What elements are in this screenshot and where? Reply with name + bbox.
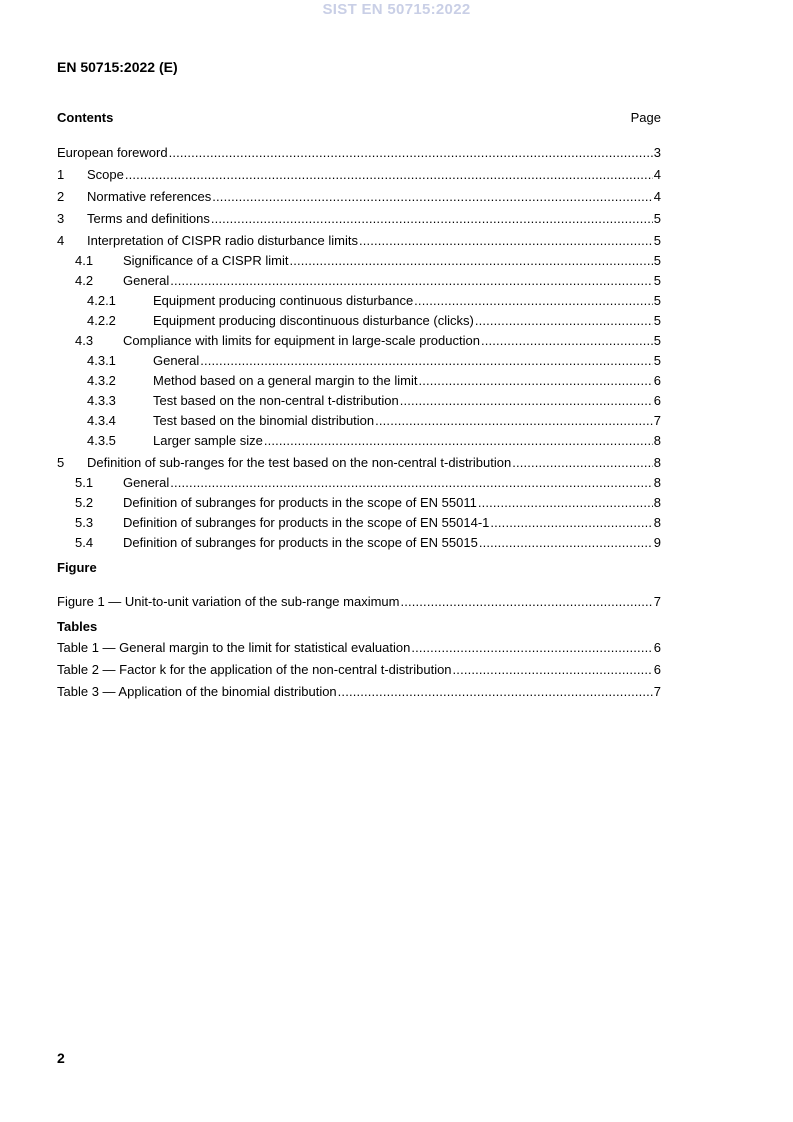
toc-entry-title: Significance of a CISPR limit [123, 253, 289, 268]
toc-entry-number: 3 [57, 211, 65, 226]
toc-entry[interactable] [57, 389, 661, 409]
toc-entry-title: Definition of subranges for products in the scope of EN 55015 [123, 535, 478, 550]
dot-leader [411, 640, 652, 656]
toc-entry-page: 5 [653, 293, 661, 308]
toc-entry-page: 5 [653, 353, 661, 368]
toc-entry-number: 5 [57, 455, 65, 470]
toc-entry[interactable] [57, 289, 661, 309]
table-of-contents [57, 139, 661, 551]
toc-entry[interactable] [57, 678, 661, 700]
toc-entry-title: Definition of sub-ranges for the test based on the non-central t-distribution [87, 455, 512, 470]
toc-entry[interactable] [57, 349, 661, 369]
contents-header [57, 110, 661, 125]
page-number: 2 [57, 1050, 65, 1066]
toc-entry-title: Table 2 — Factor k for the application of the non-central t-distribution [57, 662, 452, 677]
dot-leader [264, 433, 653, 449]
dot-leader [512, 455, 653, 471]
toc-entry-title: Scope [87, 167, 124, 182]
toc-entry[interactable] [57, 511, 661, 531]
toc-entry-number: 5.2 [75, 495, 94, 510]
toc-entry[interactable] [57, 227, 661, 249]
toc-entry-title: Figure 1 — Unit-to-unit variation of the sub-range maximum [57, 594, 400, 609]
toc-entry-title: General [153, 353, 200, 368]
document-id: EN 50715:2022 (E) [57, 59, 178, 75]
toc-entry-number: 4.3.4 [87, 413, 116, 428]
toc-entry-number: 4.3.1 [87, 353, 116, 368]
toc-entry-page: 8 [653, 475, 661, 490]
toc-entry-title: Normative references [87, 189, 212, 204]
toc-entry-page: 6 [653, 640, 661, 655]
toc-entry-number: 4.2.1 [87, 293, 116, 308]
toc-entry-title: Terms and definitions [87, 211, 210, 226]
dot-leader [419, 373, 653, 389]
toc-entry-title: Method based on a general margin to the limit [153, 373, 418, 388]
dot-leader [400, 393, 653, 409]
toc-entry-page: 8 [653, 455, 661, 470]
toc-entry-page: 5 [653, 253, 661, 268]
figures-heading: Figure [57, 560, 97, 575]
toc-entry-page: 7 [653, 684, 661, 699]
dot-leader [414, 293, 653, 309]
dot-leader [453, 662, 653, 678]
dot-leader [338, 684, 653, 700]
toc-entry[interactable] [57, 183, 661, 205]
dot-leader [359, 233, 653, 249]
dot-leader [478, 495, 653, 511]
dot-leader [375, 413, 653, 429]
toc-entry[interactable] [57, 449, 661, 471]
toc-entry[interactable] [57, 205, 661, 227]
toc-entry-page: 5 [653, 211, 661, 226]
toc-entry-number: 4.3.5 [87, 433, 116, 448]
toc-entry[interactable] [57, 429, 661, 449]
toc-entry-number: 4.2.2 [87, 313, 116, 328]
toc-entry-title: Equipment producing continuous disturbance [153, 293, 414, 308]
toc-entry-number: 5.4 [75, 535, 94, 550]
dot-leader [125, 167, 653, 183]
toc-entry[interactable] [57, 471, 661, 491]
toc-entry[interactable] [57, 139, 661, 161]
toc-entry-page: 6 [653, 373, 661, 388]
toc-entry-number: 5.1 [75, 475, 94, 490]
dot-leader [170, 273, 653, 289]
toc-entry-page: 9 [653, 535, 661, 550]
toc-entry-title: Test based on the non-central t-distribution [153, 393, 399, 408]
toc-entry[interactable] [57, 161, 661, 183]
toc-entry-number: 2 [57, 189, 65, 204]
toc-entry-number: 4.3.3 [87, 393, 116, 408]
toc-entry-title: General [123, 475, 170, 490]
toc-entry-title: Interpretation of CISPR radio disturbance limits [87, 233, 358, 248]
toc-entry-title: Compliance with limits for equipment in large-scale production [123, 333, 480, 348]
toc-entry-number: 4.3 [75, 333, 94, 348]
toc-entry[interactable] [57, 269, 661, 289]
dot-leader [400, 594, 652, 610]
toc-entry-number: 4.3.2 [87, 373, 116, 388]
toc-entry-title: Larger sample size [153, 433, 263, 448]
toc-entry-page: 8 [653, 433, 661, 448]
toc-entry[interactable] [57, 588, 661, 610]
toc-entry-number: 4.2 [75, 273, 94, 288]
toc-entry-page: 6 [653, 662, 661, 677]
toc-entry[interactable] [57, 409, 661, 429]
dot-leader [479, 535, 653, 551]
toc-entry-page: 8 [653, 495, 661, 510]
tables-heading: Tables [57, 619, 98, 634]
toc-entry[interactable] [57, 249, 661, 269]
toc-entry[interactable] [57, 531, 661, 551]
toc-entry-title: Equipment producing discontinuous disturbance (clicks) [153, 313, 474, 328]
toc-entry[interactable] [57, 491, 661, 511]
toc-entry[interactable] [57, 634, 661, 656]
dot-leader [212, 189, 652, 205]
toc-entry-page: 3 [653, 145, 661, 160]
toc-entry-page: 5 [653, 333, 661, 348]
toc-entry-number: 4.1 [75, 253, 94, 268]
watermark: SIST EN 50715:2022 [322, 1, 471, 18]
toc-entry-page: 5 [653, 313, 661, 328]
dot-leader [169, 145, 653, 161]
dot-leader [211, 211, 653, 227]
tables-list-section [57, 612, 661, 700]
toc-entry-title: Definition of subranges for products in the scope of EN 55011 [123, 495, 477, 510]
toc-entry-page: 7 [653, 594, 661, 609]
dot-leader [200, 353, 653, 369]
toc-entry-page: 4 [653, 167, 661, 182]
toc-entry-page: 8 [653, 515, 661, 530]
page-column-label: Page [630, 110, 661, 125]
toc-entry-number: 1 [57, 167, 65, 182]
toc-entry[interactable] [57, 369, 661, 389]
toc-entry-title: Definition of subranges for products in the scope of EN 55014-1 [123, 515, 490, 530]
toc-entry[interactable] [57, 656, 661, 678]
toc-entry-title: General [123, 273, 170, 288]
toc-entry-page: 7 [653, 413, 661, 428]
dot-leader [475, 313, 653, 329]
toc-entry-title: Table 1 — General margin to the limit for statistical evaluation [57, 640, 411, 655]
contents-title: Contents [57, 110, 114, 125]
figures-list-section [57, 553, 661, 610]
toc-entry[interactable] [57, 309, 661, 329]
toc-entry-number: 4 [57, 233, 65, 248]
toc-entry-number: 5.3 [75, 515, 94, 530]
toc-entry-page: 4 [653, 189, 661, 204]
toc-entry-title: Test based on the binomial distribution [153, 413, 375, 428]
dot-leader [481, 333, 653, 349]
toc-entry-page: 5 [653, 273, 661, 288]
toc-entry-title: European foreword [57, 145, 168, 160]
toc-entry-page: 5 [653, 233, 661, 248]
toc-entry-title: Table 3 — Application of the binomial distribution [57, 684, 337, 699]
dot-leader [170, 475, 653, 491]
toc-entry-page: 6 [653, 393, 661, 408]
toc-entry[interactable] [57, 329, 661, 349]
dot-leader [289, 253, 652, 269]
dot-leader [490, 515, 652, 531]
